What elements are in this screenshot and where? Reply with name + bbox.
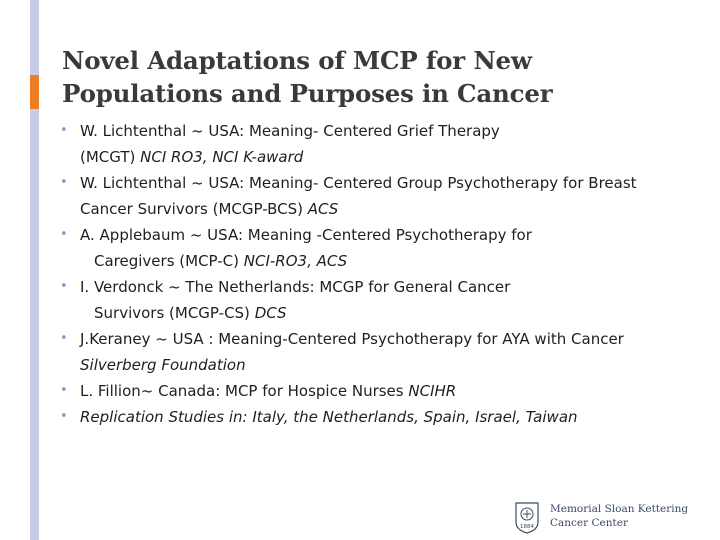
bullet-line: W. Lichtenthal ~ USA: Meaning- Centered Grief Therapy <box>80 122 500 140</box>
bullet-line: A. Applebaum ~ USA: Meaning -Centered Psychotherapy for <box>80 226 532 244</box>
bullet-line: Survivors (MCGP-CS) DCS <box>94 304 287 322</box>
bullet-item <box>60 274 710 326</box>
logo-line-1: Memorial Sloan Kettering <box>550 503 689 515</box>
bullet-list <box>60 118 710 430</box>
svg-text:1884: 1884 <box>520 524 534 530</box>
bullet-item <box>60 404 710 430</box>
funding-source: ACS <box>307 200 339 218</box>
bullet-line: Replication Studies in: Italy, the Netherlands, Spain, Israel, Taiwan <box>80 408 578 426</box>
bullet-line: I. Verdonck ~ The Netherlands: MCGP for General Cancer <box>80 278 511 296</box>
logo-line-2: Cancer Center <box>550 517 628 529</box>
accent-bar-top <box>30 0 39 75</box>
bullet-icon: • <box>60 227 68 242</box>
bullet-item <box>60 170 710 222</box>
funding-source: DCS <box>254 304 287 322</box>
funding-source: NCI RO3, NCI K-award <box>140 148 304 166</box>
bullet-icon: • <box>60 123 68 138</box>
msk-seal-icon <box>512 500 542 534</box>
funding-source: NCIHR <box>408 382 457 400</box>
bullet-icon: • <box>60 383 68 398</box>
bullet-line: J.Keraney ~ USA : Meaning-Centered Psychotherapy for AYA with Cancer <box>80 330 624 348</box>
logo-text <box>550 502 688 530</box>
bullet-item <box>60 222 710 274</box>
accent-bar-bottom <box>30 109 39 540</box>
bullet-item <box>60 326 710 378</box>
bullet-item <box>60 378 710 404</box>
bullet-line: L. Fillion~ Canada: MCP for Hospice Nurses NCIHR <box>80 382 457 400</box>
funding-source: NCI-RO3, ACS <box>243 252 348 270</box>
title-line-2: Populations and Purposes in Cancer <box>62 79 553 108</box>
bullet-line: Cancer Survivors (MCGP-BCS) ACS <box>80 200 339 218</box>
bullet-line: W. Lichtenthal ~ USA: Meaning- Centered Group Psychotherapy for Breast <box>80 174 637 192</box>
bullet-icon: • <box>60 331 68 346</box>
title-line-1: Novel Adaptations of MCP for New <box>62 46 532 75</box>
funding-source: Silverberg Foundation <box>80 356 246 374</box>
accent-bar-orange <box>30 75 39 109</box>
msk-logo <box>512 500 689 534</box>
bullet-line: Caregivers (MCP-C) NCI-RO3, ACS <box>94 252 348 270</box>
bullet-line <box>80 352 710 378</box>
bullet-icon: • <box>60 409 68 424</box>
bullet-icon: • <box>60 175 68 190</box>
bullet-line: (MCGT) NCI RO3, NCI K-award <box>80 148 304 166</box>
slide-title <box>62 44 702 110</box>
bullet-icon: • <box>60 279 68 294</box>
bullet-item <box>60 118 710 170</box>
